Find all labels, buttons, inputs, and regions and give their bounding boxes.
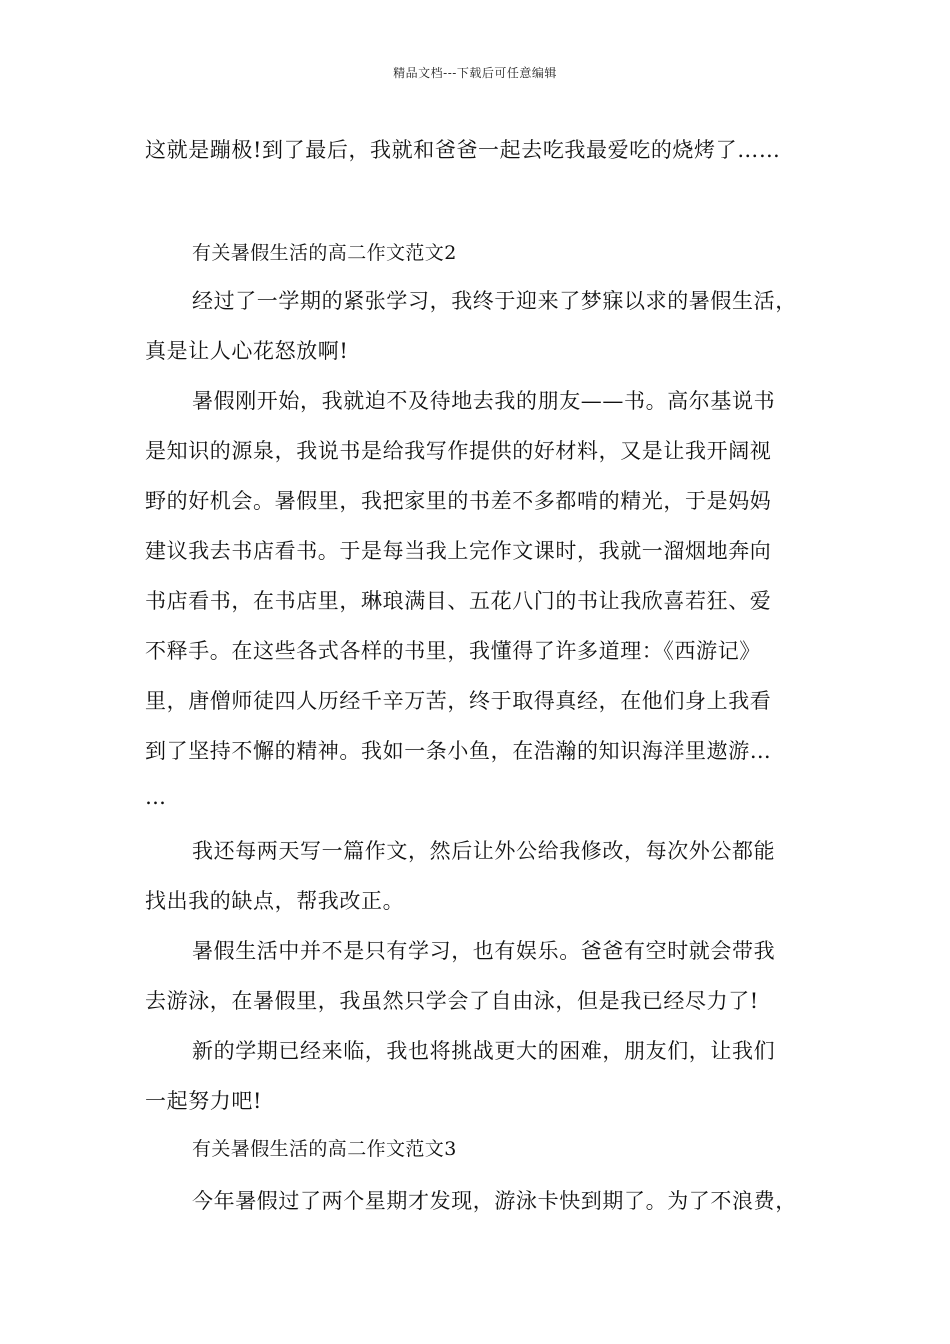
section-title: 有关暑假生活的高二作文范文2 [192,242,457,264]
paragraph-line: 是知识的源泉，我说书是给我写作提供的好材料，又是让我开阔视 [145,439,772,463]
paragraph-line: 找出我的缺点，帮我改正。 [145,889,405,913]
paragraph-line: 今年暑假过了两个星期才发现，游泳卡快到期了。为了不浪费， [192,1189,797,1213]
paragraph-line: 一起努力吧! [145,1089,263,1113]
paragraph-line: 这就是蹦极!到了最后，我就和爸爸一起去吃我最爱吃的烧烤了…… [145,138,781,162]
paragraph-line: 我还每两天写一篇作文，然后让外公给我修改，每次外公都能 [192,839,776,863]
section-title: 有关暑假生活的高二作文范文3 [192,1138,457,1160]
paragraph-line: 经过了一学期的紧张学习，我终于迎来了梦寐以求的暑假生活， [192,289,797,313]
paragraph-line: 去游泳，在暑假里，我虽然只学会了自由泳，但是我已经尽力了! [145,989,759,1013]
paragraph-line: 新的学期已经来临，我也将挑战更大的困难，朋友们，让我们 [192,1039,776,1063]
paragraph-line: 真是让人心花怒放啊! [145,339,349,363]
paragraph-line: 里，唐僧师徒四人历经千辛万苦，终于取得真经，在他们身上我看 [145,689,772,713]
paragraph-line: 暑假刚开始，我就迫不及待地去我的朋友——书。高尔基说书 [192,389,776,413]
paragraph-line: 到了坚持不懈的精神。我如一条小鱼，在浩瀚的知识海洋里遨游… [145,739,772,763]
paragraph-line: 暑假生活中并不是只有学习，也有娱乐。爸爸有空时就会带我 [192,939,776,963]
paragraph-line: 野的好机会。暑假里，我把家里的书差不多都啃的精光，于是妈妈 [145,489,772,513]
page-header: 精品文档---下载后可任意编辑 [393,66,557,80]
paragraph-line: … [145,785,167,809]
paragraph-line: 不释手。在这些各式各样的书里，我懂得了许多道理：《西游记》 [145,639,761,663]
paragraph-line: 书店看书，在书店里，琳琅满目、五花八门的书让我欣喜若狂、爱 [145,589,772,613]
paragraph-line: 建议我去书店看书。于是每当我上完作文课时，我就一溜烟地奔向 [145,539,772,563]
